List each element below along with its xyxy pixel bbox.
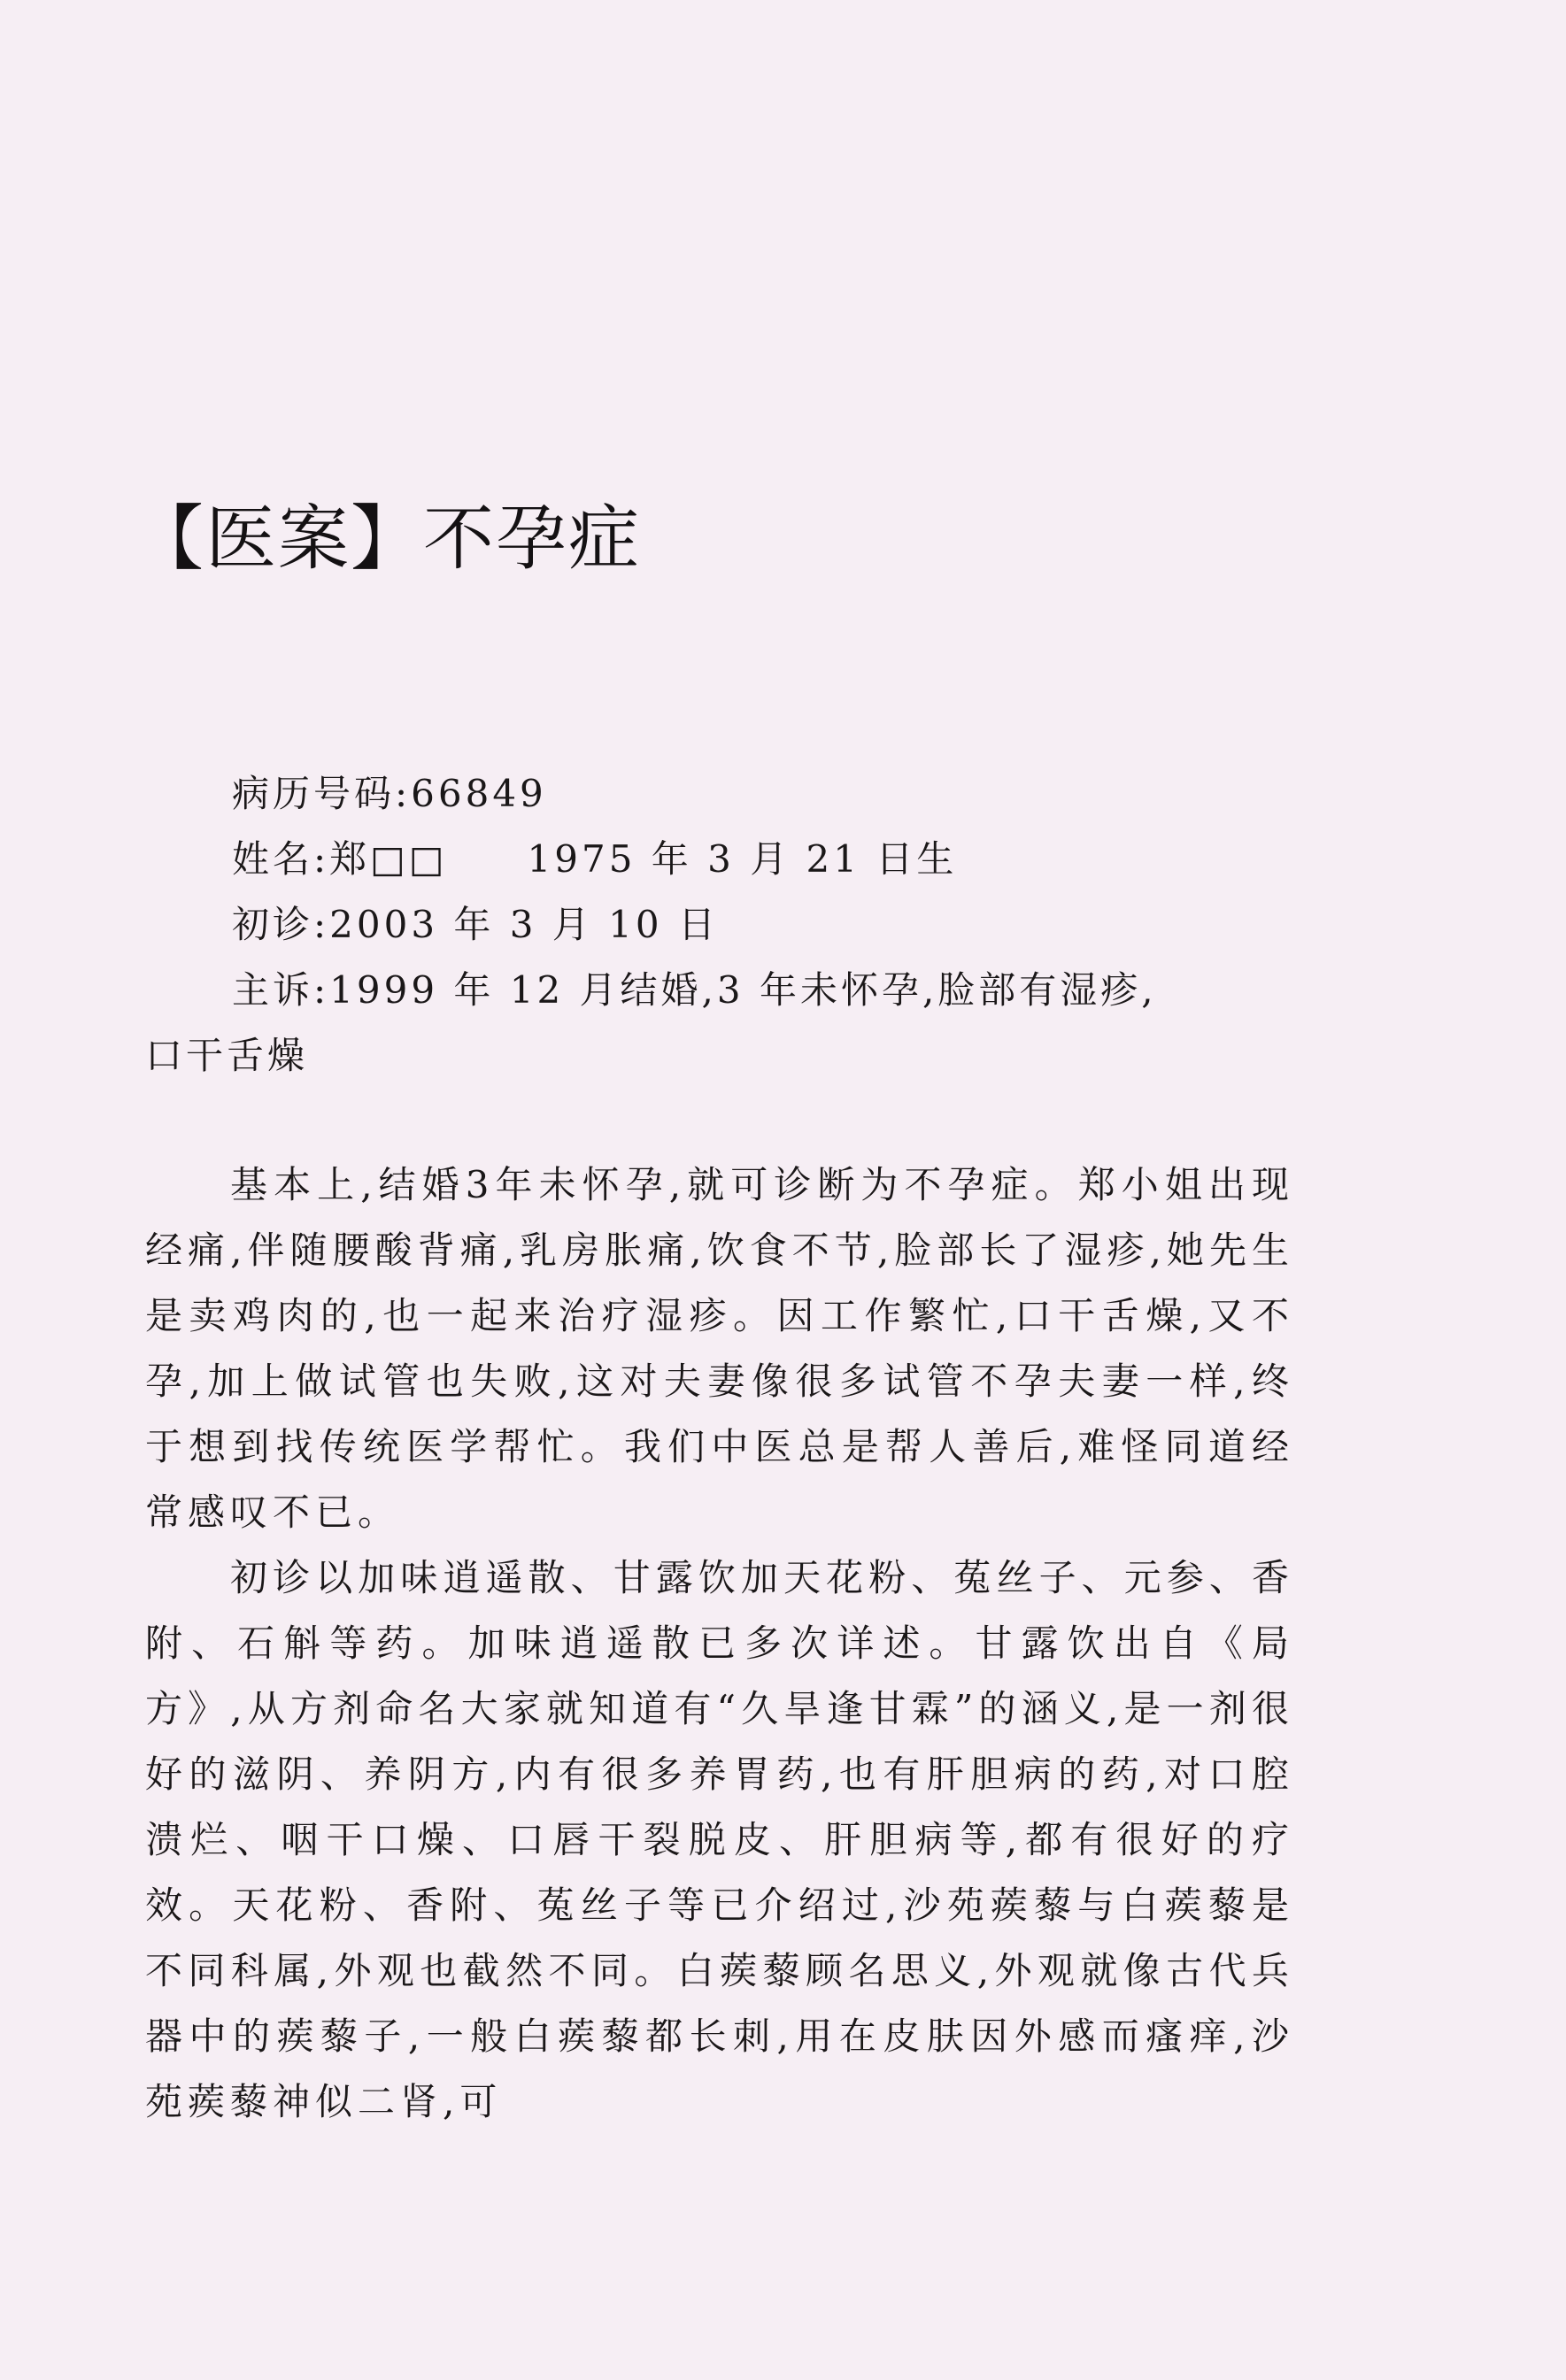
medical-record (145, 761, 1294, 1089)
patient-line (232, 827, 1294, 892)
chief-complaint: 主诉:1999 年 12 月结婚,3 年未怀孕,脸部有湿疹, (232, 968, 1157, 1012)
case-number: 病历号码:66849 (232, 772, 547, 815)
patient-birth: 1975 年 3 月 21 日生 (527, 837, 958, 881)
page-title: 【医案】不孕症 (133, 497, 641, 580)
paragraph: 基本上,结婚3年未怀孕,就可诊断为不孕症。郑小姐出现经痛,伴随腰酸背痛,乳房胀痛,饮食不节,脸部长了湿疹,她先生是卖鸡肉的,也一起来治疗湿疹。因工作繁忙,口干舌燥,又不孕,加上做试管也失败,这对夫妻像很多试管不孕夫妻一样,终于想到找传统医学帮忙。我们中医总是帮人善后,难怪同道经常感叹不已。 (145, 1163, 1294, 1534)
patient-name: 姓名:郑□□ (232, 837, 448, 881)
first-visit: 初诊:2003 年 3 月 10 日 (232, 903, 719, 946)
paragraph: 初诊以加味逍遥散、甘露饮加天花粉、菟丝子、元参、香附、石斛等药。加味逍遥散已多次详述。甘露饮出自《局方》,从方剂命名大家就知道有“久旱逢甘霖”的涵义,是一剂很好的滋阴、养阴方,内有很多养胃药,也有肝胆病的药,对口腔溃烂、咽干口燥、口唇干裂脱皮、肝胆病等,都有很好的疗效。天花粉、香附、菟丝子等已介绍过,沙苑蒺藜与白蒺藜是不同科属,外观也截然不同。白蒺藜顾名思义,外观就像古代兵器中的蒺藜子,一般白蒺藜都长刺,用在皮肤因外感而瘙痒,沙苑蒺藜神似二肾,可 (145, 1556, 1294, 2123)
chief-complaint-continued: 口干舌燥 (145, 1034, 309, 1077)
article-body (145, 1152, 1294, 2135)
